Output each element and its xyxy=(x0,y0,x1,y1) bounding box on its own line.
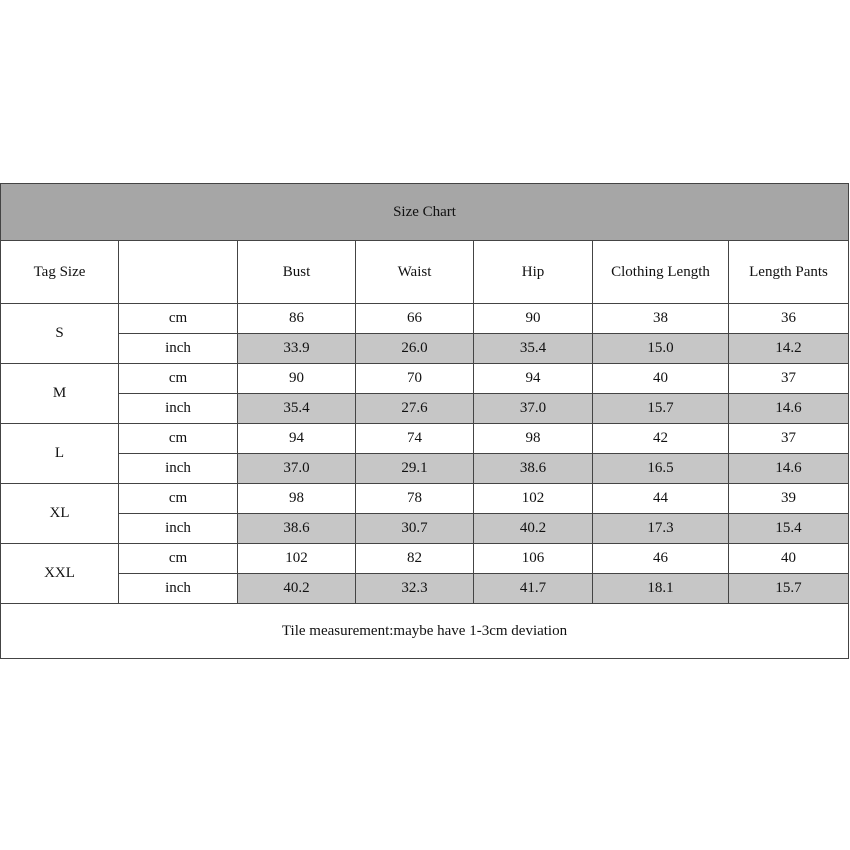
table-row xyxy=(1,574,849,604)
header-unit xyxy=(119,241,238,304)
unit-cell: cm xyxy=(119,484,238,514)
length-pants-cell: 37 xyxy=(729,424,849,454)
unit-cell: inch xyxy=(119,454,238,484)
hip-cell: 102 xyxy=(474,484,593,514)
length-pants-cell: 14.6 xyxy=(729,394,849,424)
waist-cell: 32.3 xyxy=(356,574,474,604)
table-row xyxy=(1,454,849,484)
waist-cell: 27.6 xyxy=(356,394,474,424)
hip-cell: 37.0 xyxy=(474,394,593,424)
length-pants-cell: 37 xyxy=(729,364,849,394)
bust-cell: 90 xyxy=(238,364,356,394)
clothing-length-cell: 18.1 xyxy=(593,574,729,604)
unit-cell: inch xyxy=(119,574,238,604)
unit-cell: cm xyxy=(119,364,238,394)
table-row xyxy=(1,304,849,334)
unit-cell: inch xyxy=(119,394,238,424)
note-row xyxy=(1,604,849,659)
length-pants-cell: 15.7 xyxy=(729,574,849,604)
hip-cell: 35.4 xyxy=(474,334,593,364)
table-row xyxy=(1,364,849,394)
unit-cell: cm xyxy=(119,424,238,454)
hip-cell: 41.7 xyxy=(474,574,593,604)
table-row xyxy=(1,334,849,364)
clothing-length-cell: 46 xyxy=(593,544,729,574)
length-pants-cell: 36 xyxy=(729,304,849,334)
header-hip: Hip xyxy=(474,241,593,304)
clothing-length-cell: 17.3 xyxy=(593,514,729,544)
bust-cell: 86 xyxy=(238,304,356,334)
hip-cell: 98 xyxy=(474,424,593,454)
table-row xyxy=(1,424,849,454)
bust-cell: 94 xyxy=(238,424,356,454)
unit-cell: cm xyxy=(119,544,238,574)
waist-cell: 26.0 xyxy=(356,334,474,364)
clothing-length-cell: 38 xyxy=(593,304,729,334)
tag-size-cell: XL xyxy=(1,484,119,544)
header-tag-size: Tag Size xyxy=(1,241,119,304)
clothing-length-cell: 15.0 xyxy=(593,334,729,364)
size-table xyxy=(0,183,849,659)
hip-cell: 106 xyxy=(474,544,593,574)
table-row xyxy=(1,484,849,514)
clothing-length-cell: 16.5 xyxy=(593,454,729,484)
bust-cell: 35.4 xyxy=(238,394,356,424)
table-row xyxy=(1,514,849,544)
table-row xyxy=(1,394,849,424)
title-row xyxy=(1,184,849,241)
length-pants-cell: 14.2 xyxy=(729,334,849,364)
header-waist: Waist xyxy=(356,241,474,304)
size-chart xyxy=(0,183,848,667)
unit-cell: inch xyxy=(119,514,238,544)
waist-cell: 70 xyxy=(356,364,474,394)
tag-size-cell: L xyxy=(1,424,119,484)
header-clothing-length: Clothing Length xyxy=(593,241,729,304)
bust-cell: 98 xyxy=(238,484,356,514)
bust-cell: 40.2 xyxy=(238,574,356,604)
clothing-length-cell: 42 xyxy=(593,424,729,454)
clothing-length-cell: 44 xyxy=(593,484,729,514)
tag-size-cell: XXL xyxy=(1,544,119,604)
waist-cell: 66 xyxy=(356,304,474,334)
hip-cell: 94 xyxy=(474,364,593,394)
table-row xyxy=(1,544,849,574)
clothing-length-cell: 15.7 xyxy=(593,394,729,424)
bust-cell: 38.6 xyxy=(238,514,356,544)
measurement-note: Tile measurement:maybe have 1-3cm deviation xyxy=(1,604,849,659)
header-bust: Bust xyxy=(238,241,356,304)
tag-size-cell: M xyxy=(1,364,119,424)
length-pants-cell: 15.4 xyxy=(729,514,849,544)
waist-cell: 78 xyxy=(356,484,474,514)
header-row xyxy=(1,241,849,304)
length-pants-cell: 40 xyxy=(729,544,849,574)
bust-cell: 37.0 xyxy=(238,454,356,484)
bust-cell: 102 xyxy=(238,544,356,574)
waist-cell: 82 xyxy=(356,544,474,574)
header-length-pants: Length Pants xyxy=(729,241,849,304)
hip-cell: 90 xyxy=(474,304,593,334)
waist-cell: 74 xyxy=(356,424,474,454)
unit-cell: cm xyxy=(119,304,238,334)
bust-cell: 33.9 xyxy=(238,334,356,364)
length-pants-cell: 14.6 xyxy=(729,454,849,484)
unit-cell: inch xyxy=(119,334,238,364)
waist-cell: 29.1 xyxy=(356,454,474,484)
hip-cell: 38.6 xyxy=(474,454,593,484)
length-pants-cell: 39 xyxy=(729,484,849,514)
tag-size-cell: S xyxy=(1,304,119,364)
chart-title: Size Chart xyxy=(1,184,849,241)
waist-cell: 30.7 xyxy=(356,514,474,544)
hip-cell: 40.2 xyxy=(474,514,593,544)
clothing-length-cell: 40 xyxy=(593,364,729,394)
